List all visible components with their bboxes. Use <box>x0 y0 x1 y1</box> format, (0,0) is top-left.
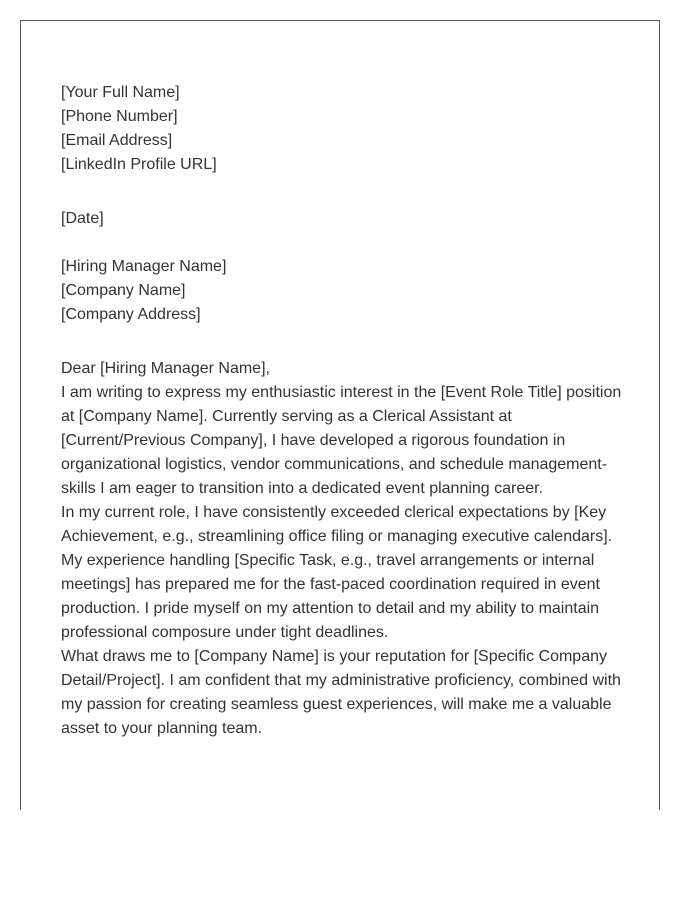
salutation-block <box>61 357 631 381</box>
recipient-address: [Company Address] <box>61 306 201 323</box>
recipient-block <box>61 255 631 327</box>
letter-content <box>61 81 631 741</box>
body-paragraph-1: I am writing to express my enthusiastic interest in the [Event Role Title] position at [Company Name]. Currently serving as a Clerical Assistant at [Current/Previous Company], I have developed a rigorous foundation in organizational logistics, vendor communications, and schedule management-skills I am eager to transition into a dedicated event planning career. <box>61 384 622 497</box>
salutation: Dear [Hiring Manager Name], <box>61 360 270 377</box>
sender-phone: [Phone Number] <box>61 108 178 125</box>
sender-email: [Email Address] <box>61 132 173 149</box>
sender-linkedin: [LinkedIn Profile URL] <box>61 156 217 173</box>
sender-name: [Your Full Name] <box>61 84 180 101</box>
recipient-company: [Company Name] <box>61 282 186 299</box>
sender-block <box>61 81 631 177</box>
body-paragraph-2: In my current role, I have consistently exceeded clerical expectations by [Key Achievement, e.g., streamlining office filing or managing executive calendars]. My experience handling [Specific Task, e.g., travel arrangements or internal meetings] has prepared me for the fast-paced coordination required in event production. I pride myself on my attention to detail and my ability to maintain professional composure under tight deadlines. <box>61 504 613 641</box>
body-paragraph-3: What draws me to [Company Name] is your reputation for [Specific Company Detail/Project]. I am confident that my administrative proficiency, combined with my passion for creating seamless guest experiences, will make me a valuable asset to your planning team. <box>61 648 621 737</box>
date-block <box>61 207 631 231</box>
letter-page <box>20 20 660 810</box>
recipient-manager: [Hiring Manager Name] <box>61 258 227 275</box>
letter-date: [Date] <box>61 210 104 227</box>
